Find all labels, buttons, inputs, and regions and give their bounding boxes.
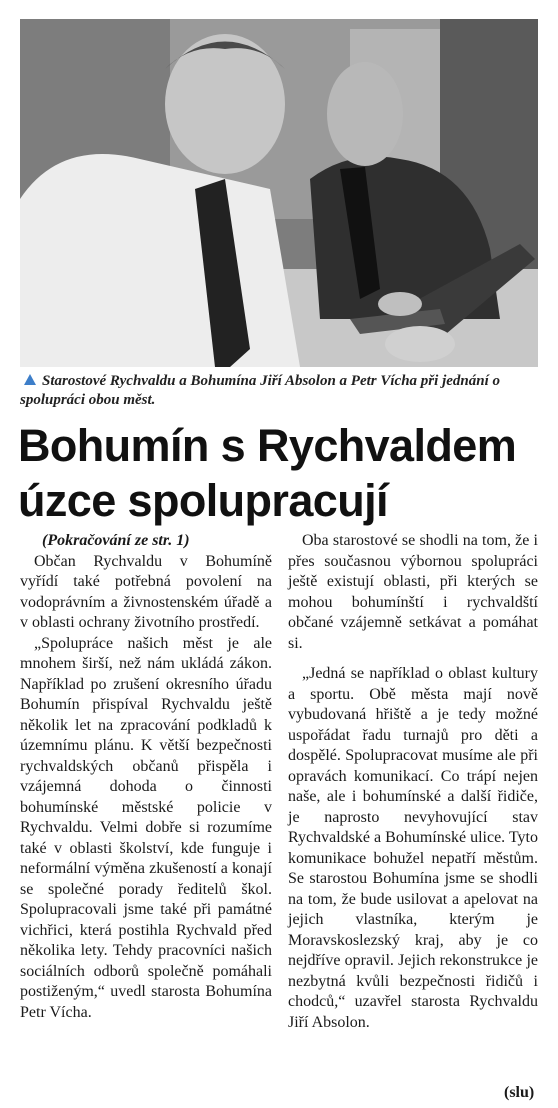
article-paragraph-3: Oba starostové se shodli na tom, že i přes současnou výbornou spolupráci ještě existují oblasti, při kterých se mohou bohumínští i rychvaldští občané vzájemně setkávat a pomáhat si.	[288, 532, 538, 652]
author-signature: (slu)	[504, 1084, 535, 1101]
triangle-marker-icon	[24, 374, 36, 385]
article-headline	[18, 418, 548, 528]
photo-caption	[20, 372, 540, 410]
article-paragraph-1: Občan Rychvaldu v Bohumíně vyřídí také potřebná povolení na vodoprávním a živnostenském úřadě a v oblasti ochrany životního prostředí.	[20, 552, 272, 631]
article-photo	[20, 19, 538, 367]
continued-note: (Pokračování ze str. 1)	[42, 532, 190, 549]
headline-line-2: úzce spolupracují	[18, 475, 388, 526]
article-column-right	[288, 531, 538, 1033]
headline-line-1: Bohumín s Rychvaldem	[18, 420, 517, 471]
photo-two-men-icon	[20, 19, 538, 367]
article-paragraph-4: „Jedná se například o oblast kultury a sportu. Obě města mají nově vybudovaná hřiště a je tedy možné uspořádat řadu turnajů pro děti a dospělé. Spolupracovat musíme ale při opravách komunikací. Co trápí nejen naše, ale i bohumínské a další řidiče, je naprosto nevyhovující stav Rychvaldské a Bohumínské ulice. Tyto komunikace bohužel nepatří městům. Se starostou Bohumína jsme se shodli na tom, že bude usilovat a apelovat na jejich vlastníka, kterým je Moravskoslezský kraj, aby je co nejdříve opravil. Jejich rekonstrukce je nezbytná kvůli bezpečnosti řidičů i chodců,“ uzavřel starosta Rychvaldu Jiří Absolon.	[288, 665, 538, 1031]
caption-text: Starostové Rychvaldu a Bohumína Jiří Absolon a Petr Vícha při jednání o spolupráci obou měst.	[20, 373, 500, 408]
article-column-left	[20, 531, 272, 1023]
article-paragraph-2: „Spolupráce našich měst je ale mnohem širší, než nám ukládá zákon. Například po zrušení okresního úřadu Bohumín přispíval Rychvaldu ještě několik let na zpracování podkladů k územnímu plánu. K větší bezpečnosti rychvaldských občanů přispěla i vzájemná dohoda o činnosti bohumínské městské policie v Rychvaldu. Velmi dobře si rozumíme také v oblasti školství, kde funguje i neformální výměna zkušeností a konají se společné porady ředitelů škol. Spolupracovali jsme také při památné vichřici, která postihla Rychvald před několika lety. Tehdy pracovníci našich sociálních odborů společně pomáhali postiženým,“ uvedl starosta Bohumína Petr Vícha.	[20, 634, 272, 1021]
